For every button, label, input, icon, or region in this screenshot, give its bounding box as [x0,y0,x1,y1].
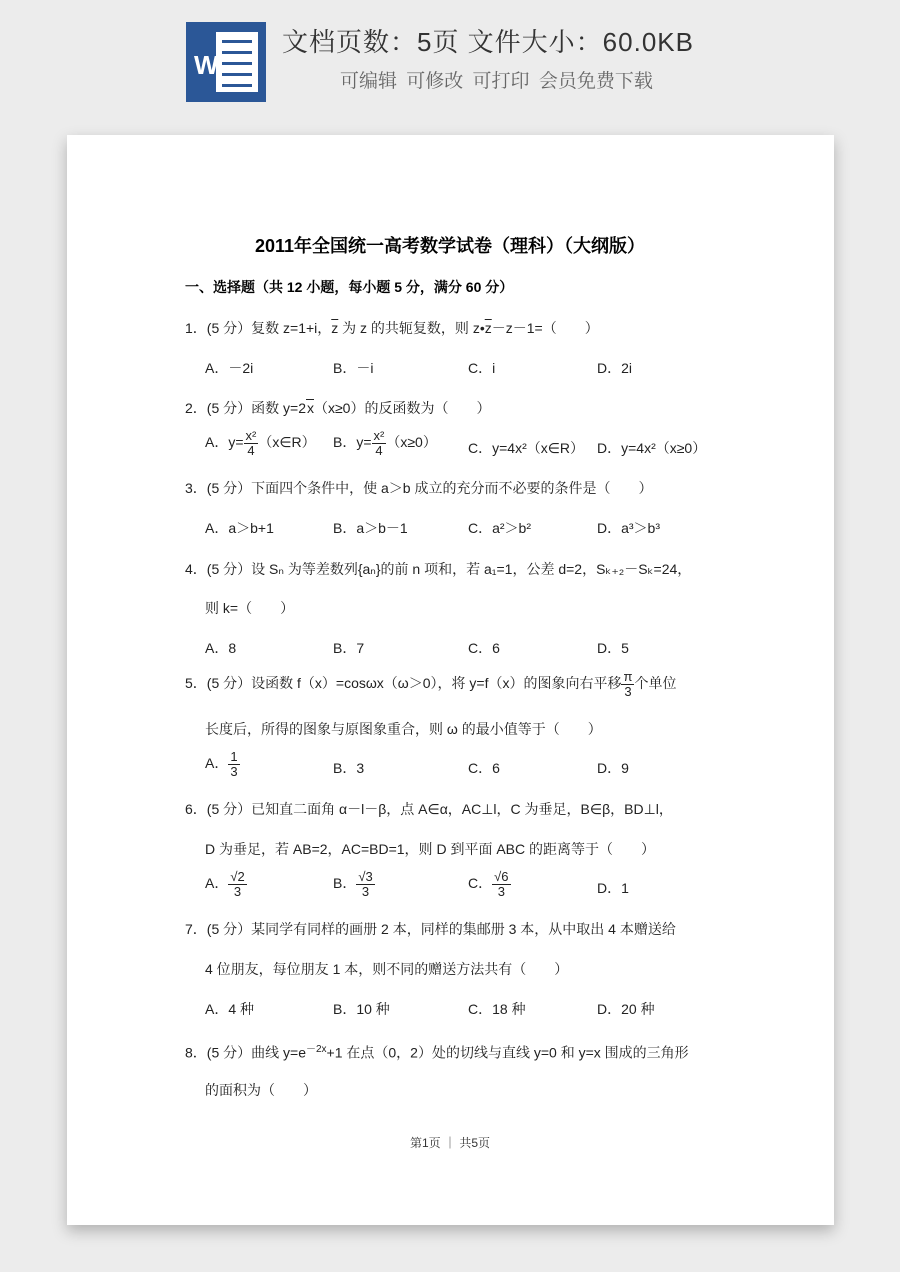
question-5-line-1: 5．(5 分）设函数 f（x）=cosωx（ω＞0），将 y=f（x）的图象向右平移 $\frac{\pi}{3}$ 个单位 [185,669,677,699]
q7-option-a: A．4 种 [205,1001,255,1017]
file-info-subtitle: 可编辑 可修改 可打印 会员免费下载 [340,71,653,92]
question-5-line-2: 长度后，所得的图象与原图象重合，则 ω 的最小值等于（ ） [205,721,602,737]
q3-option-b: B．a＞b－1 [333,520,408,536]
q6-option-a: A． $\frac{√2}{3}$ [205,869,245,899]
q4-option-a: A．8 [205,640,237,656]
q6-option-b: B． $\frac{√3}{3}$ [333,869,373,899]
q1-option-a: A．－2i [205,360,254,376]
section-heading: 一、选择题（共 12 小题，每小题 5 分，满分 60 分） [185,279,514,295]
q3-option-a: A．a＞b+1 [205,520,274,536]
q2-option-a: A．y= $\frac{\text{x²}}{4}$ （x∈R） [205,428,316,458]
question-4-line-1: 4．(5 分）设 Sₙ 为等差数列{aₙ}的前 n 项和，若 a₁=1，公差 d=2，Sₖ₊₂－Sₖ=24， [185,561,692,577]
word-document-icon: W [186,22,266,102]
question-3: 3．(5 分）下面四个条件中，使 a＞b 成立的充分而不必要的条件是（ ） [185,480,653,496]
q2-option-d: D．y=4x²（x≥0） [597,440,707,456]
q5-option-a: A． $\frac{1}{3}$ [205,749,238,779]
question-6-line-2: D 为垂足，若 AB=2，AC=BD=1，则 D 到平面 ABC 的距离等于（ ） [205,841,656,857]
q4-option-c: C．6 [468,640,500,656]
q5-option-c: C．6 [468,760,500,776]
q1-option-c: C．i [468,360,496,376]
q4-option-b: B．7 [333,640,365,656]
file-info-title: 文档页数：5页 文件大小：60.0KB [282,27,694,57]
q7-option-c: C．18 种 [468,1001,526,1017]
q1-option-d: D．2i [597,360,633,376]
q2-option-b: B．y= $\frac{\text{x²}}{4}$ （x≥0） [333,428,437,458]
q1-option-b: B．－i [333,360,374,376]
q7-option-b: B．10 种 [333,1001,390,1017]
q3-option-d: D．a³＞b³ [597,520,661,536]
q4-option-d: D．5 [597,640,629,656]
q5-option-b: B．3 [333,760,365,776]
q5-option-d: D．9 [597,760,629,776]
q6-option-c: C． $\frac{√6}{3}$ [468,869,509,899]
q7-option-d: D．20 种 [597,1001,655,1017]
question-7-line-2: 4 位朋友，每位朋友 1 本，则不同的赠送方法共有（ ） [205,961,569,977]
page-footer: 第1页 ｜ 共5页 [409,1136,491,1150]
document-title: 2011年全国统一高考数学试卷（理科）（大纲版） [254,236,646,256]
question-8-line-2: 的面积为（ ） [205,1082,317,1098]
question-1: 1．(5 分）复数 z=1+i，$\overline{z}$ 为 z 的共轭复数，则 $z•\overline{z}-z-1=$（ ） [185,320,599,336]
q3-option-c: C．a²＞b² [468,520,532,536]
question-2: 2．(5 分）函数 y=2x（x≥0）的反函数为（ ） [185,400,491,416]
q6-option-d: D．1 [597,880,629,896]
question-8-line-1: 8．(5 分）曲线 $y=e^{-2x}+1$ 在点（0，2）处的切线与直线 y=0 和 y=x 围成的三角形 [185,1044,689,1061]
question-4-line-2: 则 k=（ ） [205,600,295,616]
q2-option-c: C．y=4x²（x∈R） [468,440,585,456]
question-6-line-1: 6．(5 分）已知直二面角 α－l－β，点 A∈α，AC⊥l，C 为垂足，B∈β，BD⊥l， [185,801,673,817]
question-7-line-1: 7．(5 分）某同学有同样的画册 2 本，同样的集邮册 3 本，从中取出 4 本赠送给 [185,921,676,937]
